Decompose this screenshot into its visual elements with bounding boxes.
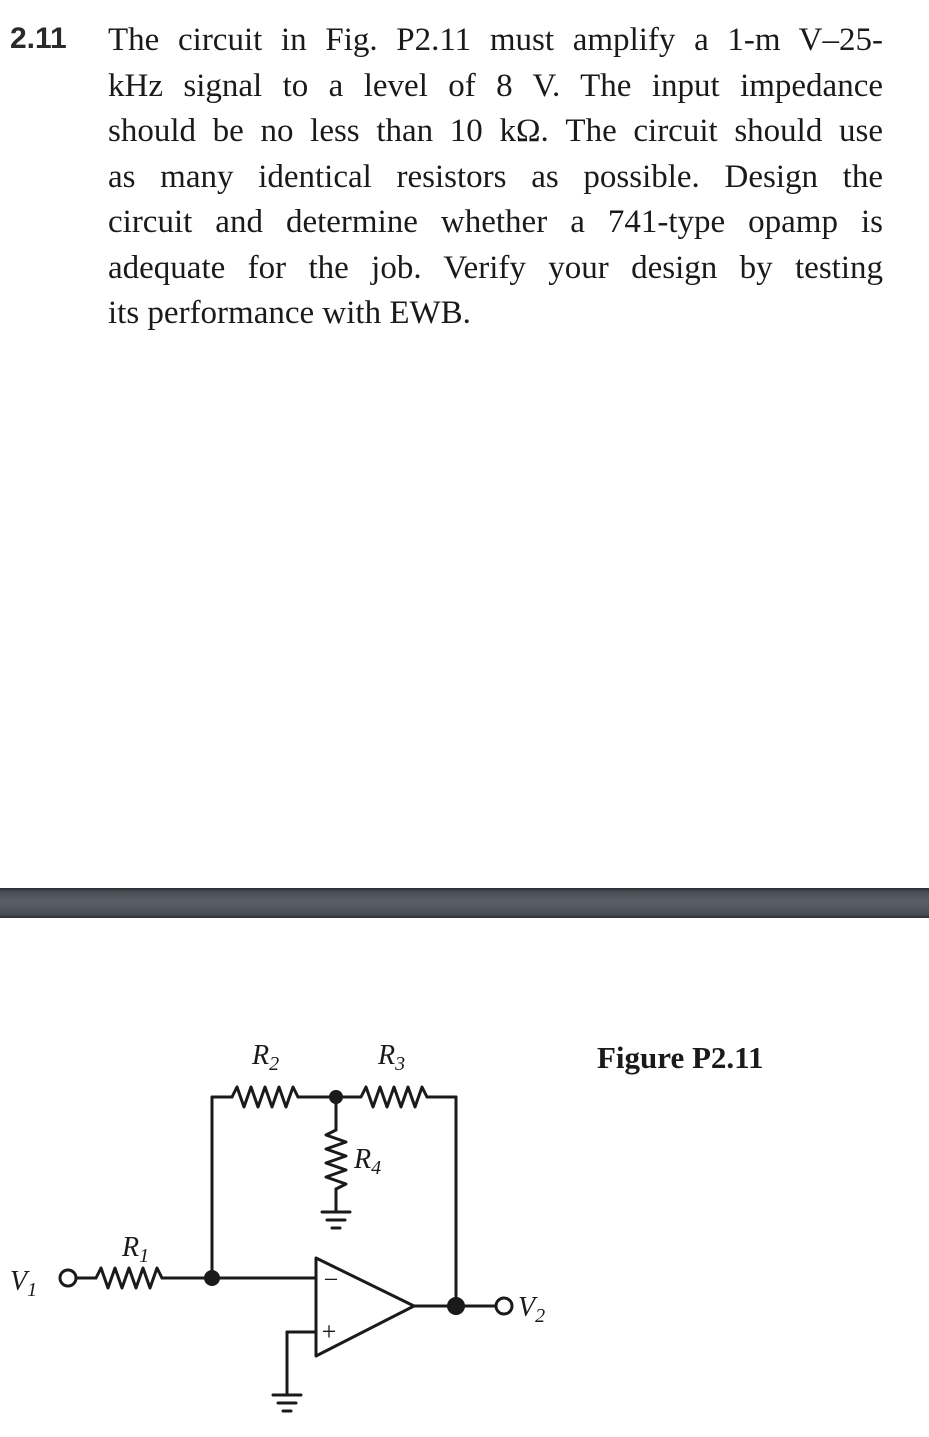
junction-dot-input bbox=[204, 1270, 220, 1286]
problem-line: circuit and determine whether a 741-type opamp is bbox=[108, 204, 883, 240]
problem-line: its performance with EWB. bbox=[108, 295, 471, 331]
label-r2: $R_2$ bbox=[252, 1040, 280, 1075]
problem-number: 2.11 bbox=[10, 22, 67, 55]
problem-line: adequate for the job. Verify your design by testing bbox=[108, 249, 883, 286]
label-v1: $V_1$ bbox=[10, 1266, 38, 1301]
r1-resistor bbox=[96, 1268, 162, 1288]
problem-line: The circuit in Fig. P2.11 must amplify a 1-m V–25- bbox=[108, 22, 883, 58]
label-r3: $R_3$ bbox=[378, 1040, 406, 1075]
label-v2: $V_2$ bbox=[518, 1292, 546, 1327]
label-r1: $R_1$ bbox=[122, 1232, 150, 1267]
r4-resistor bbox=[326, 1130, 346, 1189]
r2-resistor bbox=[232, 1087, 298, 1107]
junction-dot-node bbox=[329, 1090, 343, 1104]
v1-terminal bbox=[60, 1270, 76, 1286]
problem-line: as many identical resistors as possible. Design the bbox=[108, 158, 883, 195]
junction-dot-output bbox=[447, 1297, 465, 1315]
v2-terminal bbox=[496, 1298, 512, 1314]
figure-caption: Figure P2.11 bbox=[597, 1040, 764, 1075]
r3-resistor bbox=[336, 1087, 427, 1107]
problem-line: kHz signal to a level of 8 V. The input impedance bbox=[108, 67, 883, 104]
label-opamp-plus: + bbox=[320, 1317, 338, 1346]
problem-line: should be no less than 10 kΩ. The circuit should use bbox=[108, 113, 883, 149]
label-r4: $R_4$ bbox=[354, 1144, 382, 1179]
label-opamp-minus: − bbox=[322, 1265, 340, 1294]
